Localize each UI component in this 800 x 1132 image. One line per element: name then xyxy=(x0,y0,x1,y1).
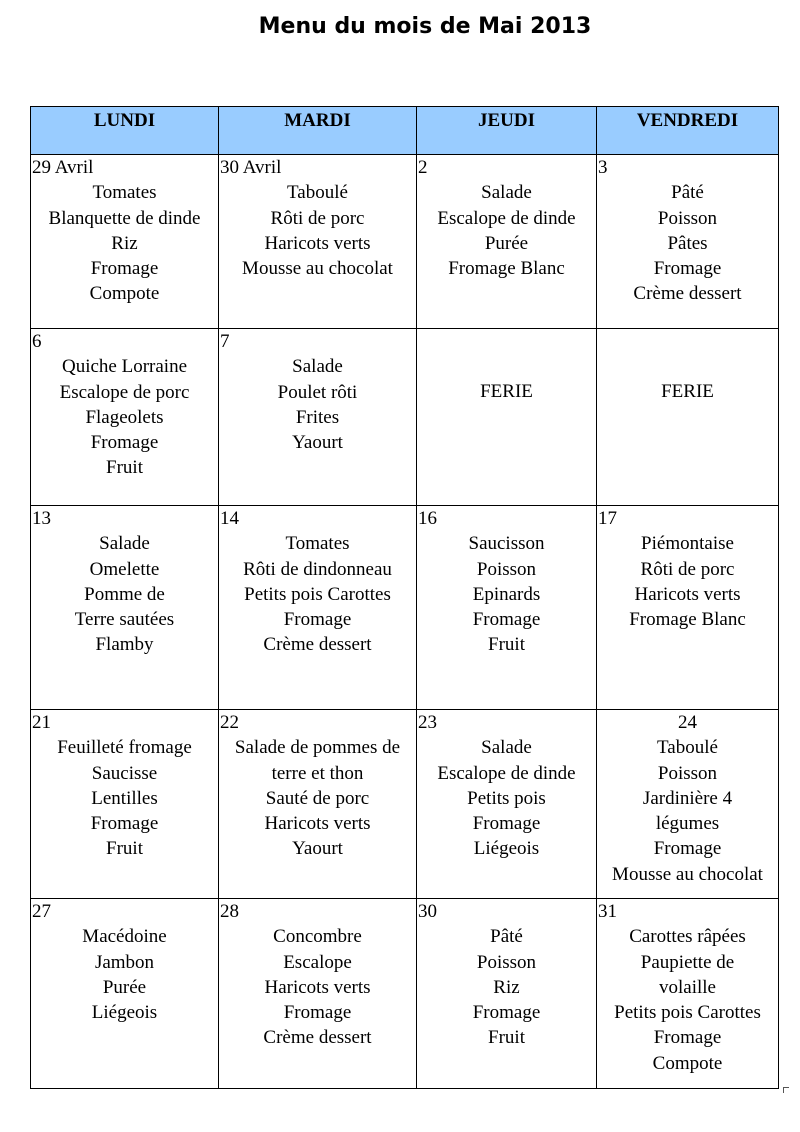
menu-table xyxy=(30,106,779,1089)
dish: Compote xyxy=(652,1052,723,1074)
dish: Jambon xyxy=(94,951,155,973)
dish: Sauté de porc xyxy=(265,787,370,809)
day-cell xyxy=(417,155,597,329)
dish: Salade xyxy=(481,737,532,759)
dish: Omelette xyxy=(89,558,160,580)
dish: Fromage xyxy=(653,1027,722,1049)
day-cell xyxy=(219,506,417,710)
day-date: 28 xyxy=(220,901,239,922)
dish: Haricots verts xyxy=(264,813,371,835)
dish: Haricots verts xyxy=(264,976,371,998)
dish: Fruit xyxy=(488,1027,525,1049)
day-date: 21 xyxy=(32,712,51,733)
corner-mark xyxy=(783,1087,789,1093)
dish: Flageolets xyxy=(85,406,164,428)
dish: Riz xyxy=(111,232,138,254)
day-date: 29 Avril xyxy=(32,157,94,178)
dish: Concombre xyxy=(273,926,362,948)
day-cell xyxy=(219,899,417,1089)
dish: Petits pois Carottes xyxy=(244,583,391,605)
dish: Fromage xyxy=(472,609,541,631)
day-cell xyxy=(31,710,219,899)
ferie-label: FERIE xyxy=(480,381,533,402)
day-cell xyxy=(417,710,597,899)
dish: Taboulé xyxy=(657,737,718,759)
dish: Jardinière 4 légumes xyxy=(642,787,733,835)
day-cell xyxy=(417,506,597,710)
dish: Fruit xyxy=(106,457,143,479)
dish: Escalope de porc xyxy=(59,381,190,403)
dish: Crème dessert xyxy=(633,283,742,305)
header-jeudi: JEUDI xyxy=(417,107,597,155)
dish: Purée xyxy=(102,976,147,998)
dish: Petits pois Carottes xyxy=(614,1002,761,1024)
day-date: 3 xyxy=(598,157,608,178)
day-cell xyxy=(597,155,779,329)
day-cell xyxy=(417,329,597,506)
dish: Macédoine xyxy=(82,926,167,948)
day-cell xyxy=(31,329,219,506)
dish: Poisson xyxy=(657,762,718,784)
dish: Lentilles xyxy=(91,787,158,809)
day-cell xyxy=(219,329,417,506)
week-row xyxy=(31,329,779,506)
dish: Liégeois xyxy=(473,838,540,860)
dish: Yaourt xyxy=(292,432,343,454)
dish: Haricots verts xyxy=(264,232,371,254)
dish: Poisson xyxy=(657,207,718,229)
dish: Fromage Blanc xyxy=(448,258,565,280)
dish: Mousse au chocolat xyxy=(612,863,763,885)
header-vendredi: VENDREDI xyxy=(597,107,779,155)
dish: Pâté xyxy=(671,182,704,204)
dish: Piémontaise xyxy=(641,533,734,555)
dish: Epinards xyxy=(472,583,541,605)
dish: Taboulé xyxy=(287,182,348,204)
dish: Fromage xyxy=(653,838,722,860)
dish: Tomates xyxy=(285,533,350,555)
dish: Tomates xyxy=(92,182,157,204)
dish: Fruit xyxy=(488,634,525,656)
dish: Riz xyxy=(493,976,520,998)
dish: Rôti de porc xyxy=(640,558,735,580)
dish: Fromage xyxy=(472,813,541,835)
dish: Salade xyxy=(481,182,532,204)
dish: Rôti de porc xyxy=(270,207,365,229)
dish: Fromage xyxy=(90,813,159,835)
dish: Yaourt xyxy=(292,838,343,860)
dish: Mousse au chocolat xyxy=(242,258,393,280)
day-cell xyxy=(597,710,779,899)
dish: Fromage xyxy=(472,1002,541,1024)
dish: Paupiette de volaille xyxy=(640,951,735,998)
dish: Escalope xyxy=(283,951,352,973)
dish: Carottes râpées xyxy=(629,926,746,948)
dish: Blanquette de dinde xyxy=(48,207,201,229)
week-row xyxy=(31,506,779,710)
dish: Haricots verts xyxy=(634,583,741,605)
dish: Saucisse xyxy=(91,762,158,784)
day-cell xyxy=(597,329,779,506)
day-date: 14 xyxy=(220,508,239,529)
dish: Quiche Lorraine xyxy=(61,356,188,378)
dish: Escalope de dinde xyxy=(437,762,576,784)
day-date: 2 xyxy=(418,157,428,178)
day-date: 27 xyxy=(32,901,51,922)
dish: Fromage xyxy=(90,258,159,280)
week-row xyxy=(31,155,779,329)
dish: Purée xyxy=(484,232,529,254)
dish: Fruit xyxy=(106,838,143,860)
day-date: 7 xyxy=(220,331,230,352)
day-cell xyxy=(219,155,417,329)
ferie-label: FERIE xyxy=(661,381,714,402)
dish: Liégeois xyxy=(91,1002,158,1024)
dish: Pâtes xyxy=(667,232,708,254)
day-date: 13 xyxy=(32,508,51,529)
day-cell xyxy=(597,506,779,710)
dish: Frites xyxy=(295,406,340,428)
dish: Salade xyxy=(99,533,150,555)
day-date: 17 xyxy=(598,508,617,529)
dish: Fromage xyxy=(283,609,352,631)
dish: Poisson xyxy=(476,558,537,580)
week-row xyxy=(31,710,779,899)
dish: Pâté xyxy=(490,926,523,948)
dish: Pomme de Terre sautées xyxy=(74,583,175,631)
day-date: 6 xyxy=(32,331,42,352)
dish: Compote xyxy=(89,283,160,305)
day-date: 22 xyxy=(220,712,239,733)
header-mardi: MARDI xyxy=(219,107,417,155)
day-date: 23 xyxy=(418,712,437,733)
dish: Petits pois xyxy=(467,787,546,809)
dish: Poulet rôti xyxy=(277,381,358,403)
header-row xyxy=(31,107,779,155)
dish: Feuilleté fromage xyxy=(57,737,192,759)
dish: Crème dessert xyxy=(263,634,372,656)
dish: Poisson xyxy=(476,951,537,973)
day-cell xyxy=(219,710,417,899)
dish: Fromage xyxy=(653,258,722,280)
day-date: 31 xyxy=(598,901,617,922)
dish: Salade de pommes de terre et thon xyxy=(234,737,401,784)
dish: Flamby xyxy=(95,634,154,656)
day-cell xyxy=(31,899,219,1089)
day-date: 24 xyxy=(678,712,697,733)
dish: Crème dessert xyxy=(263,1027,372,1049)
page-title: Menu du mois de Mai 2013 xyxy=(258,14,592,39)
day-date: 30 Avril xyxy=(220,157,282,178)
week-row xyxy=(31,899,779,1089)
day-date: 30 xyxy=(418,901,437,922)
day-cell xyxy=(597,899,779,1089)
dish: Fromage xyxy=(90,432,159,454)
dish: Escalope de dinde xyxy=(437,207,576,229)
day-cell xyxy=(417,899,597,1089)
header-lundi: LUNDI xyxy=(31,107,219,155)
dish: Rôti de dindonneau xyxy=(243,558,392,580)
dish: Salade xyxy=(292,356,343,378)
dish: Saucisson xyxy=(468,533,545,555)
dish: Fromage xyxy=(283,1002,352,1024)
day-date: 16 xyxy=(418,508,437,529)
dish: Fromage Blanc xyxy=(629,609,746,631)
day-cell xyxy=(31,155,219,329)
day-cell xyxy=(31,506,219,710)
